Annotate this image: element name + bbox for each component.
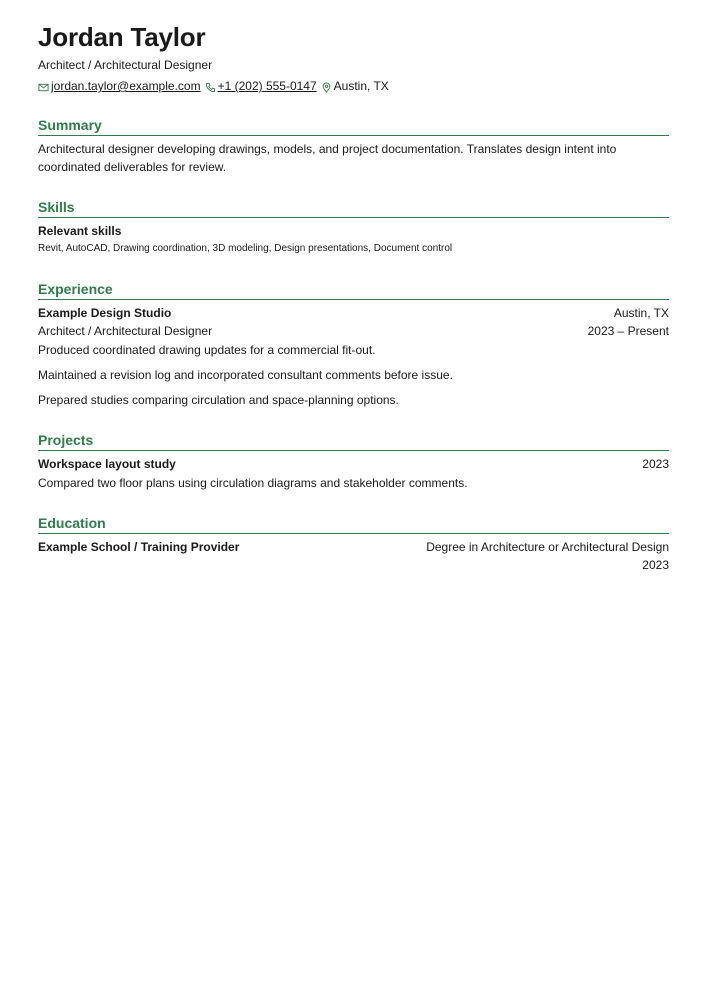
phone-icon [205,82,216,93]
project-description: Compared two floor plans using circulation diagrams and stakeholder comments. [38,476,468,490]
experience-bullet: Prepared studies comparing circulation and space-planning options. [38,393,399,407]
mail-icon [38,82,49,93]
school-name: Example School / Training Provider [38,540,240,554]
section-title-skills: Skills [38,198,669,218]
experience-header-row [38,304,669,322]
degree-name: Degree in Architecture or Architectural Design [426,540,669,554]
project-year: 2023 [642,457,669,471]
summary-section [38,116,669,176]
section-title-projects: Projects [38,431,669,451]
section-title-experience: Experience [38,280,669,300]
experience-bullet: Maintained a revision log and incorporated consultant comments before issue. [38,368,453,382]
job-role: Architect / Architectural Designer [38,324,213,338]
section-title-summary: Summary [38,116,669,136]
location-text: Austin, TX [333,79,389,93]
section-title-education: Education [38,514,669,534]
experience-role-row [38,322,669,340]
candidate-title: Architect / Architectural Designer [38,58,213,72]
contact-row [38,78,669,94]
education-year: 2023 [642,558,669,572]
candidate-name: Jordan Taylor [38,22,206,52]
contact-location [321,78,389,94]
email-link[interactable]: jordan.taylor@example.com [51,79,201,93]
education-section [38,514,669,574]
project-header-row [38,455,669,473]
contact-email [38,78,201,94]
location-pin-icon [321,82,332,93]
experience-bullet: Produced coordinated drawing updates for a commercial fit-out. [38,343,376,357]
phone-link[interactable]: +1 (202) 555-0147 [217,79,317,93]
skills-list: Revit, AutoCAD, Drawing coordination, 3D modeling, Design presentations, Document control [38,243,453,254]
education-header-row [38,538,669,556]
skills-heading: Relevant skills [38,224,122,238]
education-year-row [38,556,669,574]
experience-section [38,280,669,409]
contact-phone [205,78,317,94]
skills-section [38,198,669,256]
job-dates: 2023 – Present [587,324,669,338]
company-name: Example Design Studio [38,306,172,320]
company-location: Austin, TX [613,306,669,320]
projects-section [38,431,669,492]
project-name: Workspace layout study [38,457,176,471]
summary-text: Architectural designer developing drawings, models, and project documentation. Translates design intent into coordinated deliverables for review. [38,142,617,174]
